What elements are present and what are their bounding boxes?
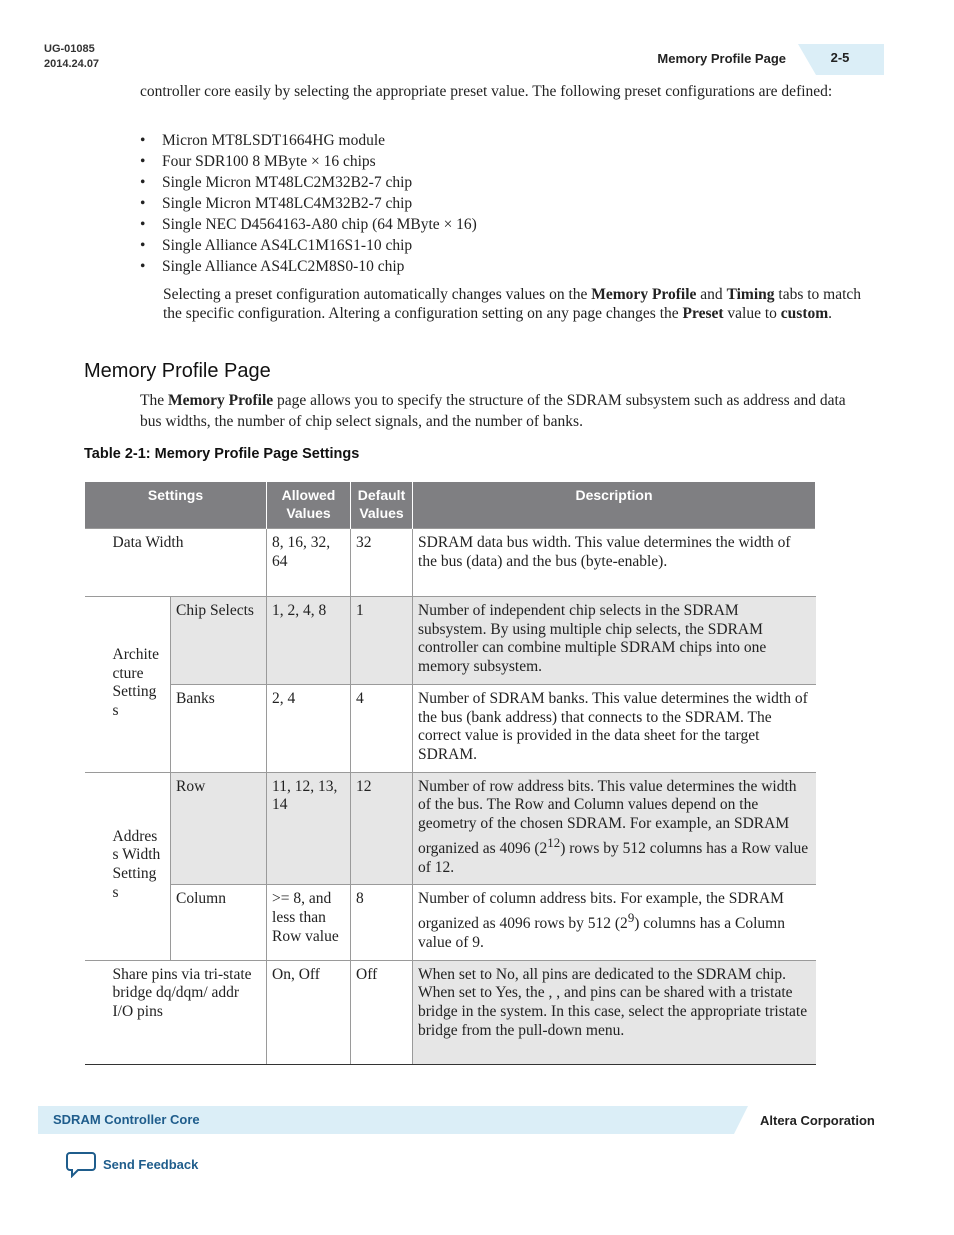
column-header-description: Description — [413, 482, 816, 529]
description-cell: When set to No, all pins are dedicated to the SDRAM chip. When set to Yes, the , , and pins can be shared with a tristate bridge in the system. In this case, select the appropriate tristate bridge from the pull-down menu. — [413, 960, 816, 1064]
text-run: tabs to match the specific configuration. Altering a configuration setting on any page changes the — [163, 286, 862, 322]
preset-list — [140, 130, 477, 277]
list-item: • Single Micron MT48LC4M32B2-7 chip — [140, 193, 477, 214]
table-caption: Table 2-1: Memory Profile Page Settings — [84, 446, 360, 462]
description-cell — [413, 885, 816, 960]
list-item: • Single Micron MT48LC2M32B2-7 chip — [140, 172, 477, 193]
table-row — [85, 885, 816, 960]
allowed-values-cell: 11, 12, 13, 14 — [267, 772, 351, 885]
document-id-block — [44, 42, 99, 72]
description-cell: SDRAM data bus width. This value determines the width of the bus (data) and the bus (byte-enable). — [413, 529, 816, 597]
column-header-default-values: Default Values — [351, 482, 413, 529]
superscript: 12 — [547, 834, 561, 850]
page-number: 2-5 — [830, 50, 850, 65]
default-value-cell: 12 — [351, 772, 413, 885]
default-value-cell: Off — [351, 960, 413, 1064]
allowed-values-cell: On, Off — [267, 960, 351, 1064]
setting-name: Row — [171, 772, 267, 885]
setting-name: Share pins via tri-state bridge dq/dqm/ addr I/O pins — [85, 960, 267, 1064]
setting-name: Chip Selects — [171, 597, 267, 685]
text-run: ) columns has a Column value of 9. — [418, 915, 785, 951]
table-row — [85, 529, 816, 597]
table-row — [85, 960, 816, 1064]
table-row — [85, 772, 816, 885]
list-item: • Single NEC D4564163-A80 chip (64 MByte × 16) — [140, 214, 477, 235]
allowed-values-cell: >= 8, and less than Row value — [267, 885, 351, 960]
bold-run: custom — [780, 305, 829, 322]
running-header-title: Memory Profile Page — [657, 51, 786, 66]
default-value-cell: 32 — [351, 529, 413, 597]
list-item: • Single Alliance AS4LC2M8S0-10 chip — [140, 256, 477, 277]
table-header-row — [85, 482, 816, 529]
allowed-values-cell: 2, 4 — [267, 684, 351, 772]
default-value-cell: 8 — [351, 885, 413, 960]
text-run: Selecting a preset configuration automatically changes values on the — [163, 286, 592, 303]
table-row — [85, 597, 816, 685]
setting-group-label: Addres s Width Setting s — [85, 772, 171, 960]
bold-run: Memory Profile — [591, 286, 697, 303]
setting-name: Data Width — [85, 529, 267, 597]
footer-document-title: SDRAM Controller Core — [53, 1112, 200, 1127]
section-paragraph — [140, 390, 860, 432]
intro-paragraph: controller core easily by selecting the appropriate preset value. The following preset configurations are defined: — [140, 83, 833, 100]
section-heading: Memory Profile Page — [84, 360, 271, 382]
text-run: page allows you to specify the structure of the SDRAM subsystem such as address and data bus widths, the number of chip select signals, and the number of banks. — [140, 392, 846, 430]
text-run: Number of column address bits. For example, the SDRAM organized as 4096 rows by 512 (2 — [418, 890, 784, 933]
text-run: and — [696, 286, 727, 303]
list-item: • Four SDR100 8 MByte × 16 chips — [140, 151, 477, 172]
column-header-allowed-values: Allowed Values — [267, 482, 351, 529]
text-run: ) rows by 512 columns has a Row value of 12. — [418, 839, 809, 876]
text-run: value to — [723, 305, 781, 322]
bold-run: Preset — [682, 305, 724, 322]
list-item: • Micron MT8LSDT1664HG module — [140, 130, 477, 151]
document-date: 2014.24.07 — [44, 58, 100, 70]
description-cell: Number of SDRAM banks. This value determines the width of the bus (bank address) that connects to the SDRAM. The correct value is provided in the data sheet for the target SDRAM. — [413, 684, 816, 772]
setting-name: Banks — [171, 684, 267, 772]
description-cell — [413, 772, 816, 885]
allowed-values-cell: 1, 2, 4, 8 — [267, 597, 351, 685]
default-value-cell: 4 — [351, 684, 413, 772]
list-item: • Single Alliance AS4LC1M16S1-10 chip — [140, 235, 477, 256]
footer-company: Altera Corporation — [760, 1113, 875, 1128]
bold-run: Memory Profile — [167, 392, 274, 409]
send-feedback-link[interactable] — [66, 1150, 198, 1178]
default-value-cell: 1 — [351, 597, 413, 685]
preset-note-paragraph — [163, 285, 873, 323]
column-header-settings: Settings — [85, 482, 267, 529]
setting-name: Column — [171, 885, 267, 960]
bold-run: Timing — [726, 286, 775, 303]
send-feedback-label[interactable]: Send Feedback — [103, 1156, 199, 1172]
table-row — [85, 684, 816, 772]
memory-profile-settings-table — [84, 482, 816, 1065]
document-id: UG-01085 — [44, 43, 95, 55]
speech-bubble-icon — [66, 1150, 96, 1178]
superscript: 9 — [627, 910, 635, 925]
text-run: The — [140, 392, 168, 409]
allowed-values-cell: 8, 16, 32, 64 — [267, 529, 351, 597]
text-run: . — [828, 305, 833, 322]
text-run: Number of row address bits. This value determines the width of the bus. The Row and Column values depend on the geometry of the chosen SDRAM. For example, an SDRAM organized as 4096 (2 — [418, 777, 797, 857]
setting-group-label: Archite cture Setting s — [85, 597, 171, 773]
description-cell: Number of independent chip selects in the SDRAM subsystem. By using multiple chip selects, the SDRAM controller can combine multiple SDRAM chips into one memory subsystem. — [413, 597, 816, 685]
